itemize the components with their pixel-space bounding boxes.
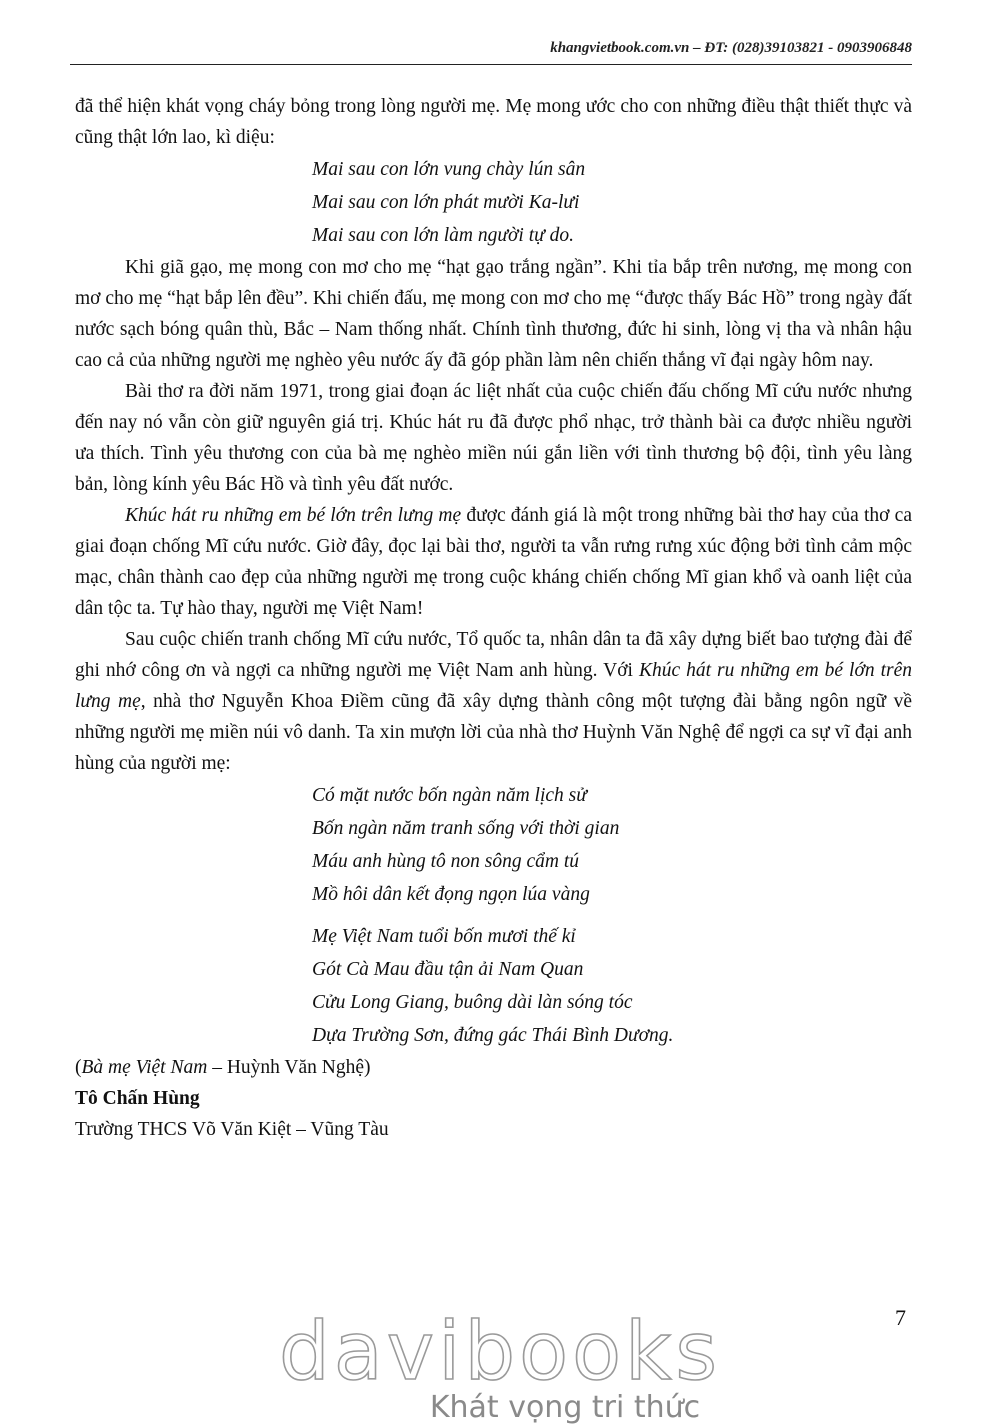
poem-title: Khúc hát ru những em bé lớn trên lưng mẹ	[75, 660, 913, 712]
verse-line: Máu anh hùng tô non sông cẩm tú	[312, 851, 580, 872]
verse-line: Mồ hôi dân kết đọng ngọn lúa vàng	[312, 884, 590, 905]
header-divider	[70, 64, 912, 65]
paragraph-5	[75, 624, 912, 779]
verse-line: Có mặt nước bốn ngàn năm lịch sử	[312, 785, 587, 806]
verse-block-2	[312, 779, 912, 1052]
verse-line: Mẹ Việt Nam tuổi bốn mươi thế kỉ	[312, 926, 576, 947]
poem-title: Khúc hát ru những em bé lớn trên lưng mẹ	[125, 505, 462, 526]
verse-line: Dựa Trường Sơn, đứng gác Thái Bình Dương.	[312, 1025, 674, 1046]
verse-block-1	[312, 153, 912, 252]
citation-author: – Huỳnh Văn Nghệ)	[207, 1057, 371, 1078]
page-number: 7	[895, 1305, 906, 1330]
watermark-logo: davibooks	[278, 1305, 722, 1398]
paragraph-2: Khi giã gạo, mẹ mong con mơ cho mẹ “hạt gạo trắng ngần”. Khi tỉa bắp trên nương, mẹ mong con mơ cho mẹ “hạt bắp lên đều”. Khi chiến đấu, mẹ mong con mơ cho mẹ “được thấy Bác Hồ” trong ngày đất nước sạch bóng quân thù, Bắc – Nam thống nhất. Chính tình thương, đức hi sinh, lòng vị tha và nhân hậu cao cả của những người mẹ nghèo yêu nước ấy đã góp phần làm nên chiến thắng vĩ đại ngày hôm nay.	[75, 257, 912, 371]
paragraph-1: đã thể hiện khát vọng cháy bỏng trong lòng người mẹ. Mẹ mong ước cho con những điều thật thiết thực và cũng thật lớn lao, kì diệu:	[75, 96, 912, 148]
verse-line: Mai sau con lớn phát mười Ka-lưi	[312, 192, 580, 213]
author-name: Tô Chấn Hùng	[75, 1088, 200, 1109]
article-body	[75, 91, 912, 1145]
watermark-slogan: Khát vọng tri thức	[429, 1390, 701, 1425]
poem-citation	[75, 1052, 912, 1083]
citation-title: Bà mẹ Việt Nam	[81, 1057, 208, 1078]
paragraph-4-text: được đánh giá là một trong những bài thơ hay của thơ ca giai đoạn chống Mĩ cứu nước. Giờ đây, đọc lại bài thơ, người ta vẫn rưng rưng xúc động bởi tình cảm mộc mạc, chân thành cao đẹp của những người mẹ trong cuộc kháng chiến chống Mĩ gian khổ và oanh liệt của dân tộc ta. Tự hào thay, người mẹ Việt Nam!	[75, 505, 912, 619]
paragraph-5-text: , nhà thơ Nguyễn Khoa Điềm cũng đã xây dựng thành công một tượng đài bằng ngôn ngữ về những người mẹ miền núi vô danh. Ta xin mượn lời của nhà thơ Huỳnh Văn Nghệ để ngợi ca sự vĩ đại anh hùng của người mẹ:	[75, 691, 913, 774]
watermark	[0, 1305, 1000, 1425]
citation-open: (	[75, 1057, 82, 1078]
stanza-gap	[312, 911, 912, 920]
paragraph-4	[75, 500, 912, 624]
paragraph-5-start: Sau cuộc chiến tranh chống Mĩ cứu nước, Tổ quốc ta, nhân dân ta đã xây dựng biết bao tượng đài để ghi nhớ công ơn và ngợi ca những người mẹ Việt Nam anh hùng. Với	[75, 629, 912, 681]
author-school: Trường THCS Võ Văn Kiệt – Vũng Tàu	[75, 1119, 389, 1140]
verse-line: Gót Cà Mau đầu tận ải Nam Quan	[312, 959, 584, 980]
verse-line: Bốn ngàn năm tranh sống với thời gian	[312, 818, 620, 839]
verse-line: Mai sau con lớn làm người tự do.	[312, 225, 574, 246]
page-header: khangvietbook.com.vn – ĐT: (028)39103821 - 0903906848	[550, 40, 912, 56]
verse-line: Mai sau con lớn vung chày lún sân	[312, 159, 586, 180]
paragraph-3: Bài thơ ra đời năm 1971, trong giai đoạn ác liệt nhất của cuộc chiến đấu chống Mĩ cứu nước nhưng đến nay nó vẫn còn giữ nguyên giá trị. Khúc hát ru đã được phổ nhạc, trở thành bài ca được nhiều người ưa thích. Tình yêu thương con của bà mẹ nghèo miền núi gắn liền với tình thương bộ đội, tình yêu làng bản, lòng kính yêu Bác Hồ và tình yêu đất nước.	[75, 381, 912, 495]
verse-line: Cửu Long Giang, buông dài làn sóng tóc	[312, 992, 633, 1013]
